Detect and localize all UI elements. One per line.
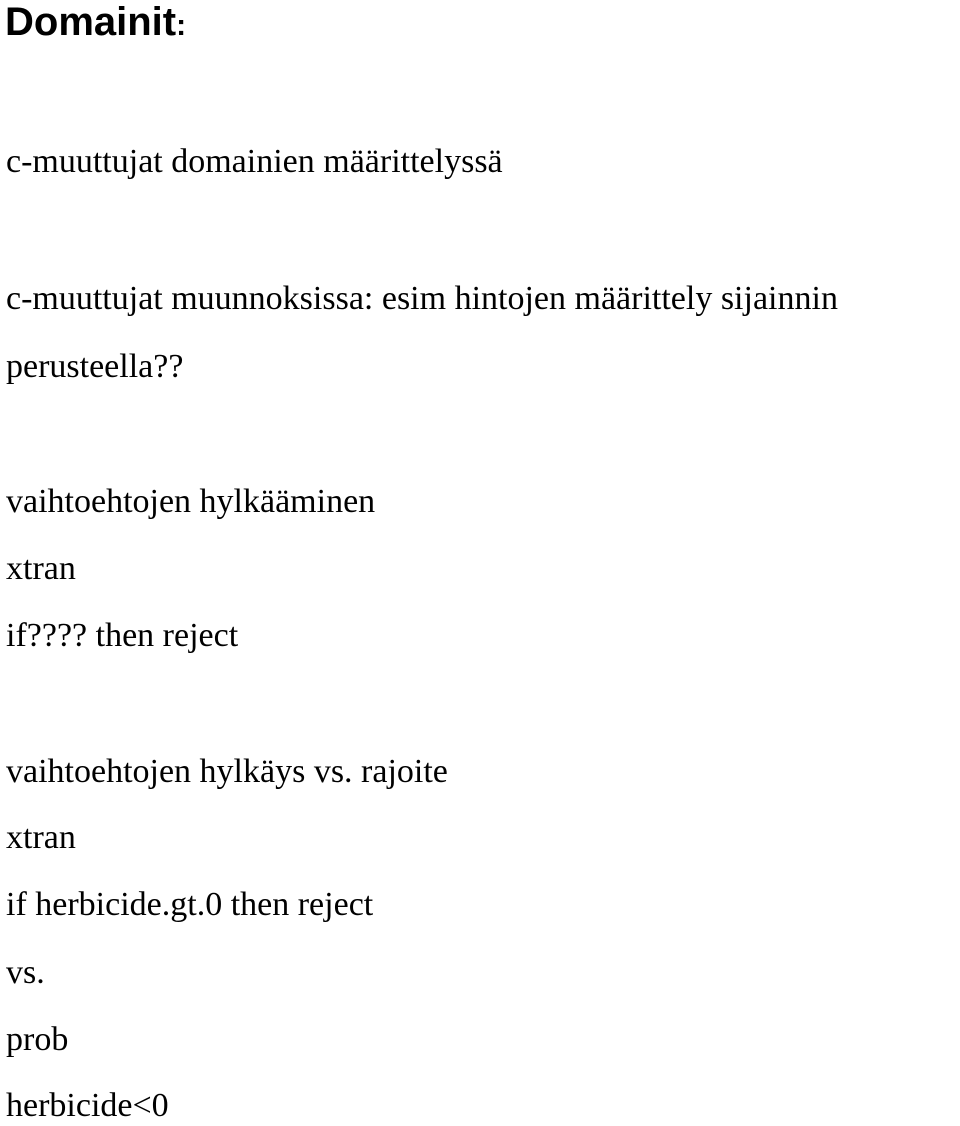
text-line-prob: prob [6,1021,69,1058]
text-line-xtran-2: xtran [6,819,76,856]
text-line-if-herbicide-reject: if herbicide.gt.0 then reject [6,886,374,923]
text-line-vs: vs. [6,954,45,991]
text-line-rejection-vs-constraint: vaihtoehtojen hylkäys vs. rajoite [6,753,448,790]
text-line-c-variables-domains: c-muuttujat domainien määrittelyssä [6,143,503,180]
text-line-c-variables-transformations: c-muuttujat muunnoksissa: esim hintojen määrittely sijainnin [6,280,838,317]
text-line-if-then-reject: if???? then reject [6,617,239,654]
page-title-text: Domainit [5,0,177,44]
text-line-location-basis: perusteella?? [6,348,184,385]
page-title-colon: : [176,9,187,42]
text-line-xtran-1: xtran [6,550,76,587]
text-line-herbicide-constraint: herbicide<0 [6,1087,169,1124]
page-title [5,0,186,50]
text-line-alternative-rejection: vaihtoehtojen hylkääminen [6,483,376,520]
